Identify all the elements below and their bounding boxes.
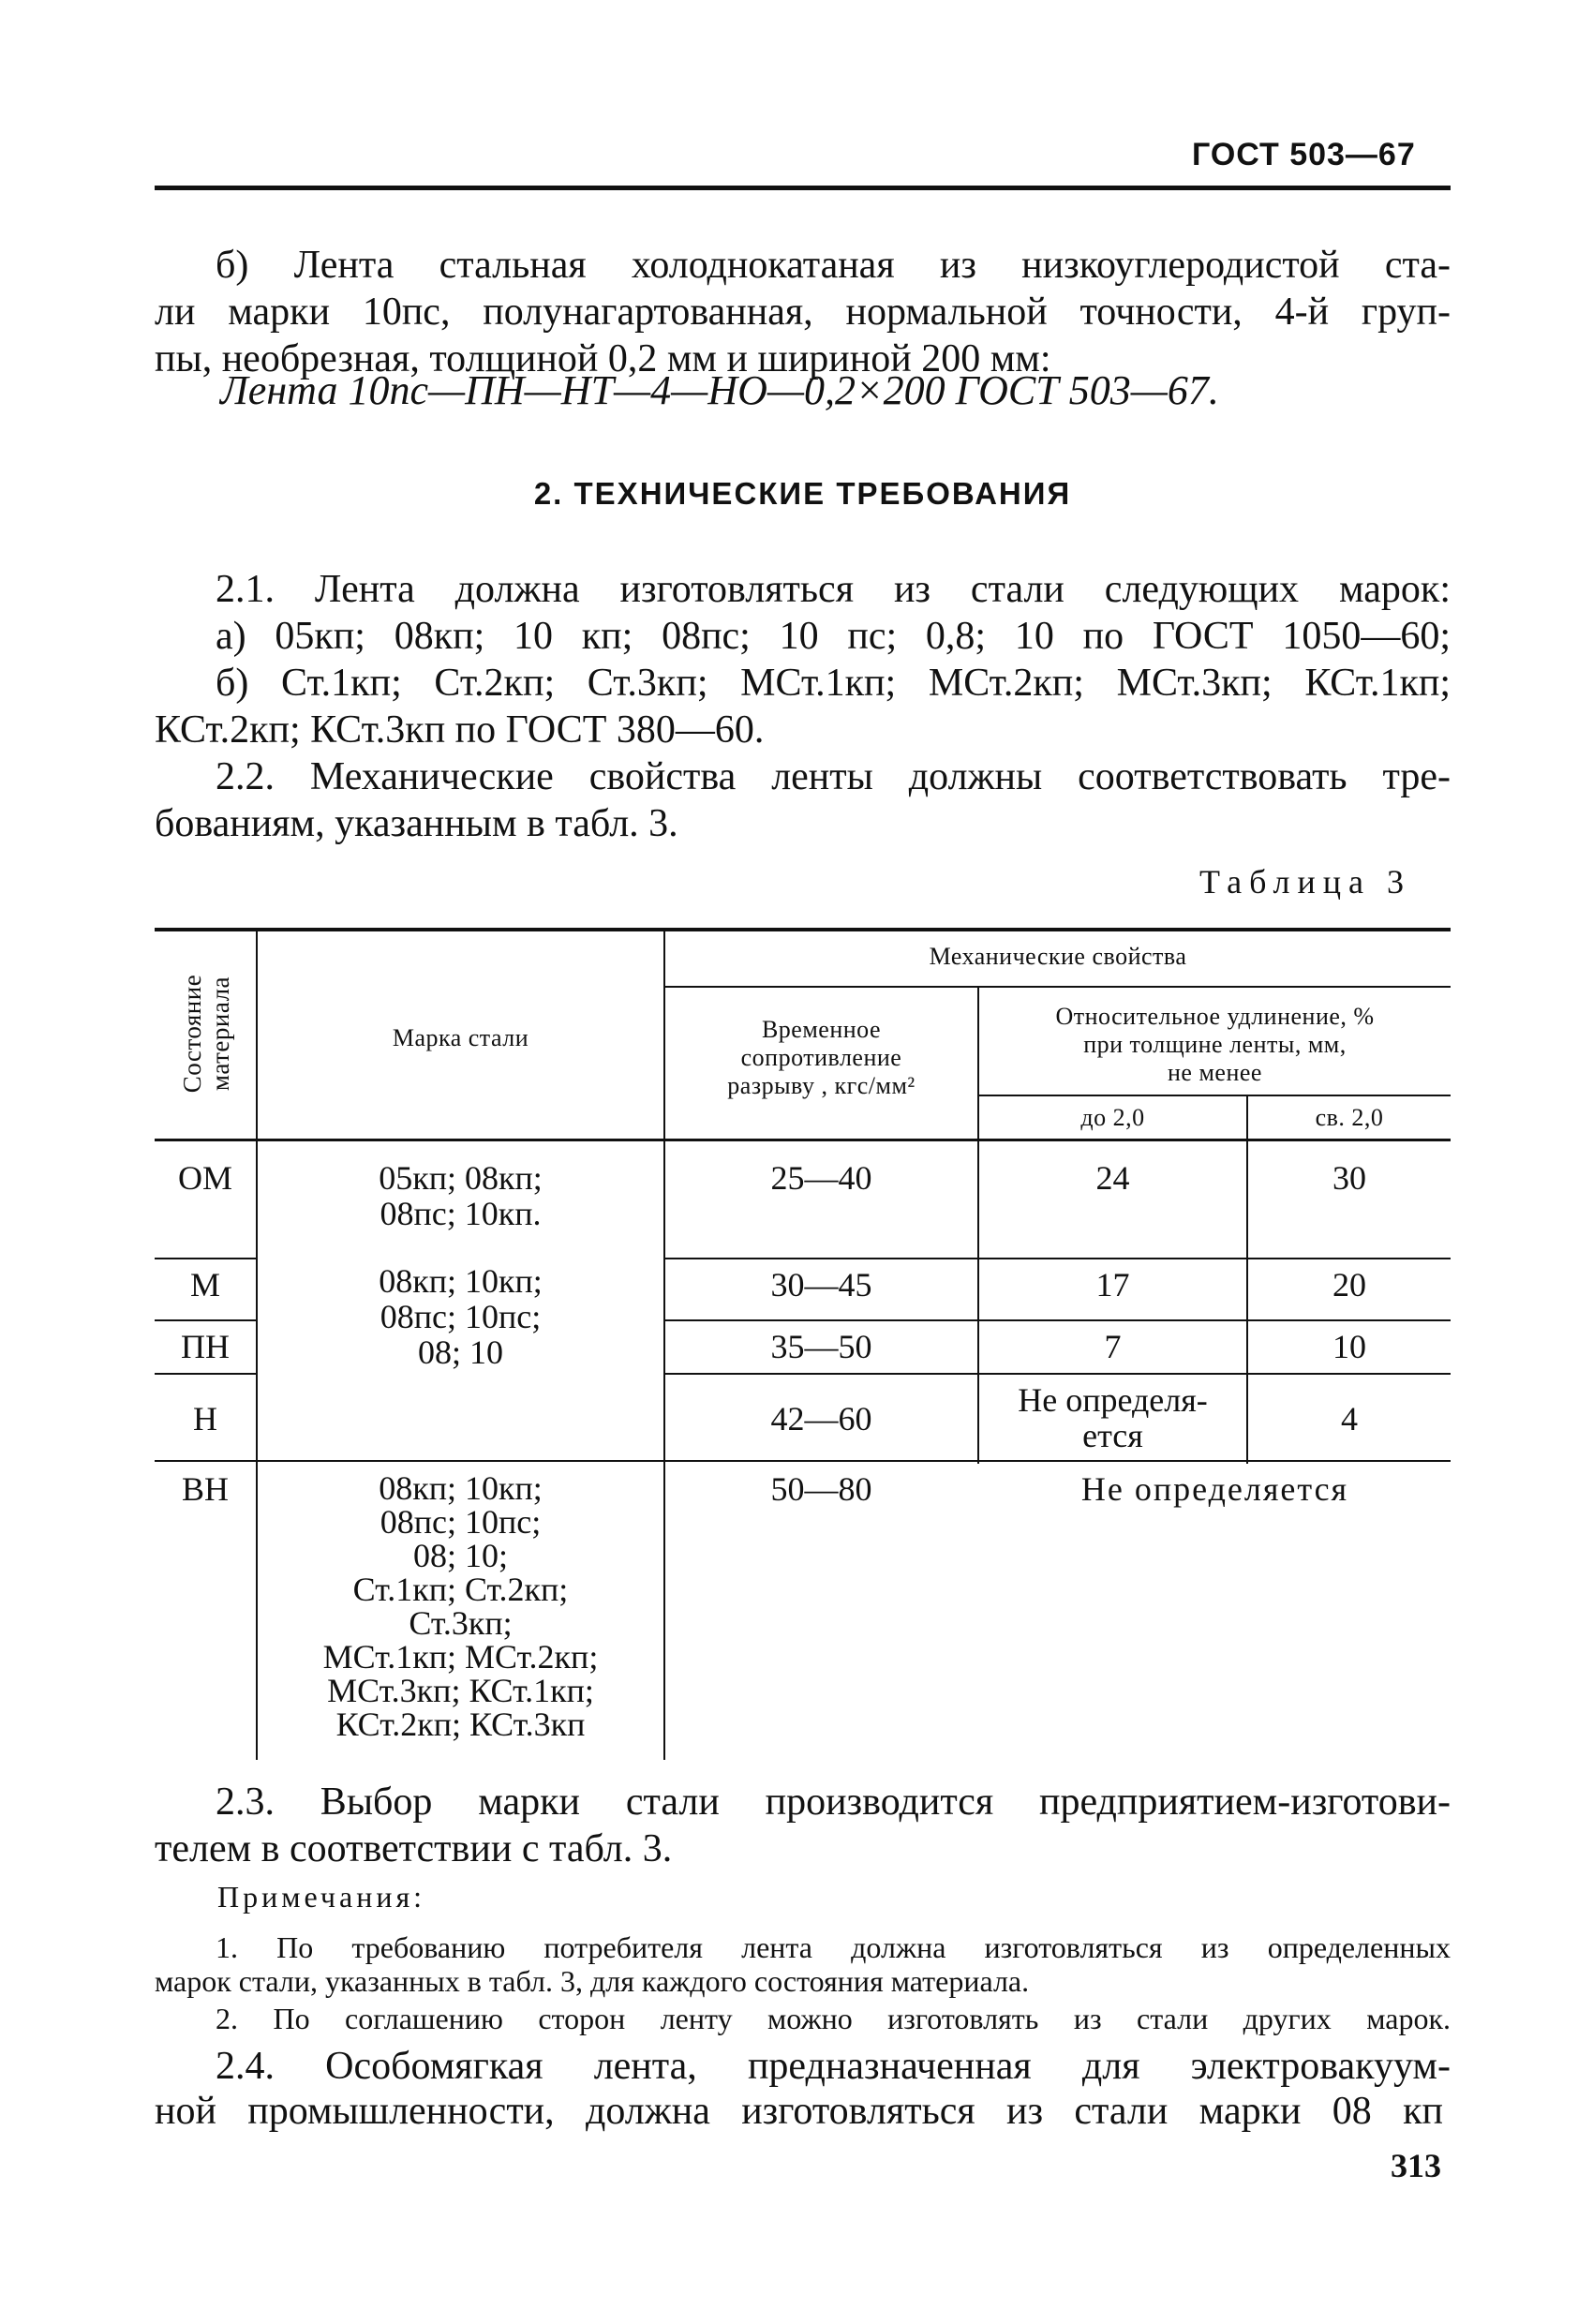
row-n-strength: 42—60: [770, 1400, 872, 1438]
row-n-over: 4: [1341, 1400, 1358, 1438]
row-pn-over: 10: [1332, 1328, 1366, 1365]
row-m-over: 20: [1332, 1266, 1366, 1304]
row-vn-grade: 08кп; 10кп; 08пс; 10пс; 08; 10; Ст.1кп; Ст.2кп; Ст.3кп; МСт.1кп; МСт.2кп; МСт.3кп; КСт.1кп; КСт.2кп; КСт.3кп: [322, 1469, 599, 1743]
header-grade: Марка стали: [392, 1024, 529, 1051]
document-code: ГОСТ 503—67: [1192, 137, 1416, 172]
table-rule: [155, 1319, 256, 1321]
table-rule: [155, 1373, 256, 1375]
note-1-line-2: марок стали, указанных в табл. 3, для каждого состояния материала.: [155, 1964, 1030, 1998]
table-rule: [665, 1373, 1451, 1375]
row-n-state: Н: [193, 1400, 217, 1438]
table-top-rule: [155, 928, 1451, 931]
row-om-over: 30: [1332, 1159, 1366, 1197]
table-header-rule: [155, 1139, 1451, 1141]
notes-heading: Примечания:: [217, 1880, 426, 1914]
row-vn-elongation: Не определяется: [1080, 1470, 1349, 1508]
example-b-line-1: б) Лента стальная холоднокатаная из низкоуглеродистой ста-: [216, 244, 1451, 287]
clause-2-1-line-2: а) 05кп; 08кп; 10 кп; 08пс; 10 пс; 0,8; 10 по ГОСТ 1050—60;: [216, 615, 1451, 658]
row-m-strength: 30—45: [770, 1266, 872, 1304]
row-n-upto: Не определя- ется: [1018, 1381, 1208, 1454]
clause-2-1-line-4: КСт.2кп; КСт.3кп по ГОСТ 380—60.: [155, 708, 765, 752]
clause-2-1-line-3: б) Ст.1кп; Ст.2кп; Ст.3кп; МСт.1кп; МСт.2кп; МСт.3кп; КСт.1кп;: [216, 662, 1451, 705]
clause-2-3-line-1: 2.3. Выбор марки стали производится предприятием-изготови-: [216, 1780, 1451, 1824]
clause-2-2-line-1: 2.2. Механические свойства ленты должны соответствовать тре-: [216, 755, 1451, 798]
page-number: 313: [1391, 2147, 1441, 2184]
row-om-grade: 05кп; 08кп; 08пс; 10кп.: [379, 1159, 543, 1232]
table-rule: [979, 1095, 1451, 1096]
note-2: 2. По соглашению сторон ленту можно изготовлять из стали других марок.: [216, 2002, 1451, 2035]
example-b-line-3: пы, необрезная, толщиной 0,2 мм и шириной 200 мм:: [155, 337, 1051, 380]
header-upto-2mm: до 2,0: [1080, 1104, 1145, 1131]
row-vn-state: ВН: [181, 1470, 229, 1508]
example-b-designation: Лента 10пс—ПН—НТ—4—НО—0,2×200 ГОСТ 503—67.: [220, 367, 1219, 413]
row-pn-state: ПН: [181, 1328, 230, 1365]
table-rule: [155, 1460, 1451, 1462]
section-title: 2. ТЕХНИЧЕСКИЕ ТРЕБОВАНИЯ: [533, 476, 1072, 511]
row-om-strength: 25—40: [770, 1159, 872, 1197]
header-mechanical-properties: Механические свойства: [929, 943, 1187, 970]
row-m-state: М: [189, 1266, 220, 1304]
row-m-upto: 17: [1095, 1266, 1130, 1304]
row-vn-strength: 50—80: [770, 1470, 872, 1508]
table-rule: [665, 1319, 1451, 1321]
table-caption: Таблица 3: [1199, 863, 1411, 901]
table-rule: [155, 1258, 256, 1259]
row-m-pn-n-grade: 08кп; 10кп; 08пс; 10пс; 08; 10: [379, 1262, 543, 1371]
clause-2-4-line-2: ной промышленности, должна изготовляться из стали марки 08 кп: [155, 2090, 1443, 2133]
row-pn-strength: 35—50: [770, 1328, 872, 1365]
table-rule: [665, 1258, 1451, 1259]
table-rule: [665, 986, 1451, 988]
row-pn-upto: 7: [1104, 1328, 1122, 1365]
clause-2-3-line-2: телем в соответствии с табл. 3.: [155, 1827, 673, 1870]
clause-2-1-line-1: 2.1. Лента должна изготовляться из стали следующих марок:: [216, 568, 1451, 611]
row-om-state: ОМ: [177, 1159, 232, 1197]
example-b-line-2: ли марки 10пс, полунагартованная, нормальной точности, 4-й груп-: [155, 290, 1451, 334]
clause-2-2-line-2: бованиям, указанным в табл. 3.: [155, 802, 678, 845]
header-state: Состояние материала: [178, 974, 234, 1093]
header-tensile-strength: Временное сопротивление разрыву , кгс/мм²: [727, 1016, 916, 1099]
note-1-line-1: 1. По требованию потребителя лента должна изготовляться из определенных: [216, 1930, 1451, 1964]
mechanical-properties-table: [155, 928, 1451, 1760]
header-elongation: Относительное удлинение, % при толщине ленты, мм, не менее: [1055, 1003, 1375, 1086]
header-over-2mm: св. 2,0: [1315, 1104, 1384, 1131]
row-om-upto: 24: [1095, 1159, 1130, 1197]
header-rule: [155, 186, 1451, 190]
clause-2-4-line-1: 2.4. Особомягкая лента, предназначенная для электровакуум-: [216, 2045, 1451, 2088]
